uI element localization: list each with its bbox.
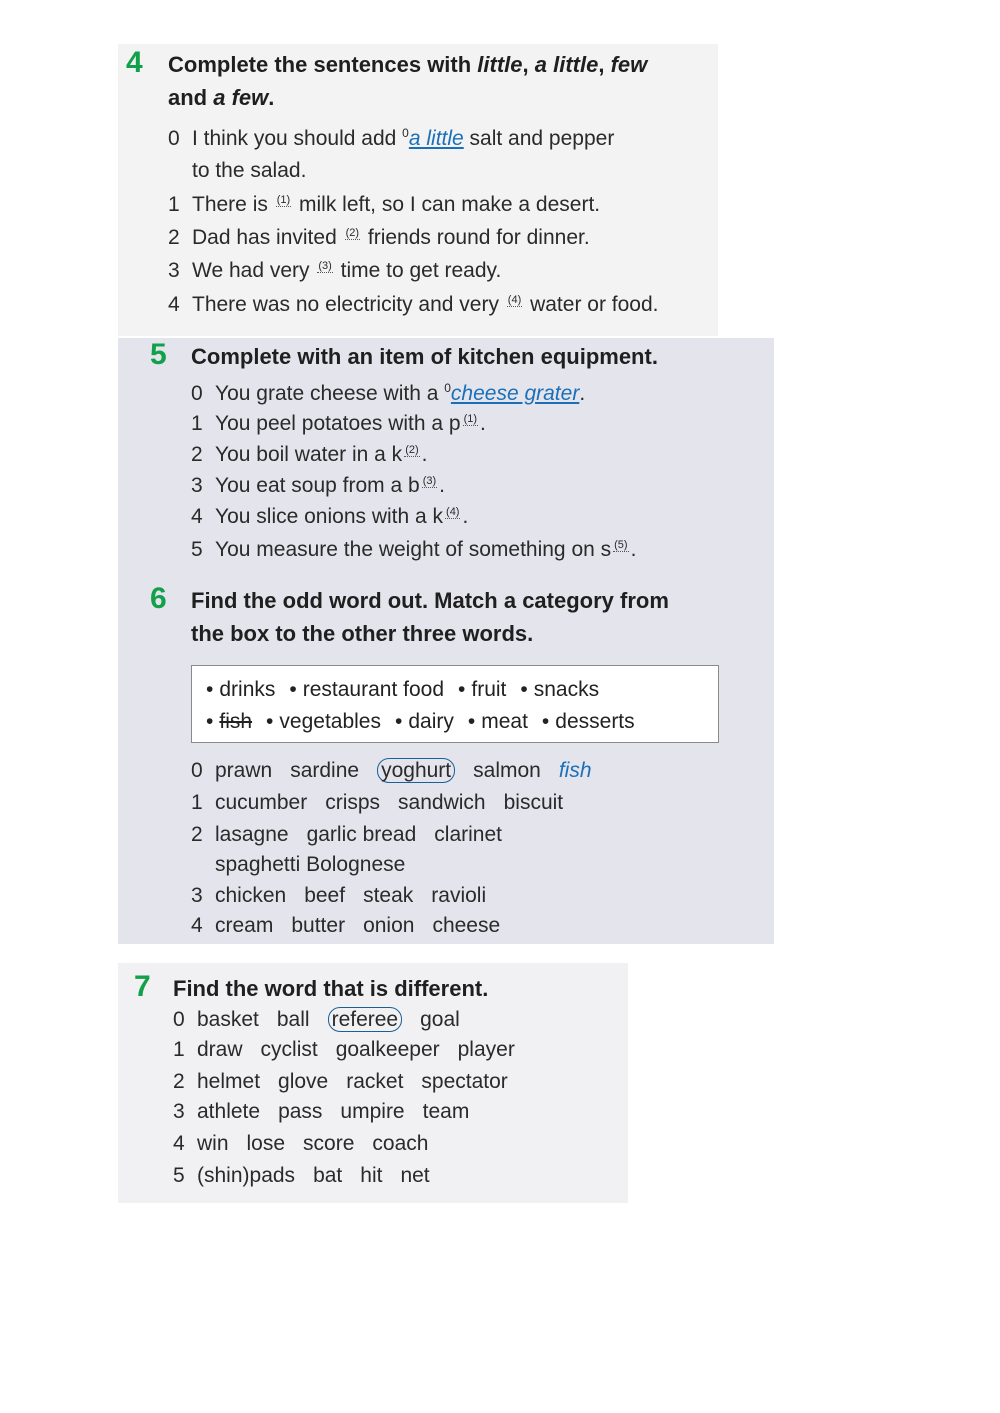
answer-gap[interactable]: (5) xyxy=(614,539,628,551)
answer-example: fish xyxy=(558,759,592,782)
exercise-7-item-1: 1 draw cyclist goalkeeper player xyxy=(173,1038,515,1061)
exercise-6-item-2: 2 lasagne garlic bread clarinet xyxy=(191,823,502,846)
exercise-5-item-0: 0 You grate cheese with a $^0$cheese grater. xyxy=(191,381,586,405)
answer-gap[interactable]: (3) xyxy=(318,260,332,272)
exercise-6-item-0: 0 prawn sardine yoghurt salmon fish xyxy=(191,759,592,782)
exercise-7-item-5: 5 (shin)pads bat hit net xyxy=(173,1164,430,1187)
exercise-4-item-0-continued: to the salad. xyxy=(192,159,307,182)
exercise-5-number: 5 xyxy=(150,338,167,371)
exercise-4-item-0: 0 I think you should add $^0$a little salt and pepper xyxy=(168,126,615,150)
answer-gap[interactable]: (2) xyxy=(405,444,419,456)
answer-gap[interactable]: (3) xyxy=(422,475,437,487)
exercise-5-heading: Complete with an item of kitchen equipment. xyxy=(191,344,658,369)
category-word-box xyxy=(191,665,719,743)
exercise-5-item-4: 4 You slice onions with a k (4) . xyxy=(191,505,469,528)
exercise-6-item-1: 1 cucumber crisps sandwich biscuit xyxy=(191,791,564,814)
exercise-4-item-1: 1 There is (1) milk left, so I can make a desert. xyxy=(168,193,601,216)
answer-gap[interactable]: (2) xyxy=(345,227,360,239)
exercise-6-item-2-continued: spaghetti Bolognese xyxy=(215,853,406,876)
circled-word: referee xyxy=(328,1007,403,1032)
exercise-6-number: 6 xyxy=(150,582,167,615)
exercise-4-item-4: 4 There was no electricity and very (4) water or food. xyxy=(168,293,659,316)
exercise-7-item-0: 0 basket ball referee goal xyxy=(173,1008,460,1031)
exercise-7-heading: Find the word that is different. xyxy=(173,976,489,1001)
used-category: fish xyxy=(219,710,253,733)
exercise-7-item-3: 3 athlete pass umpire team xyxy=(173,1100,470,1123)
exercise-7-number: 7 xyxy=(134,970,151,1003)
word-box-row-2: • fish • vegetables • dairy • meat • desserts xyxy=(206,710,635,733)
exercise-7-item-2: 2 helmet glove racket spectator xyxy=(173,1070,508,1093)
answer-example: cheese grater xyxy=(450,382,580,405)
answer-gap[interactable]: (4) xyxy=(507,294,522,306)
exercise-7-item-4: 4 win lose score coach xyxy=(173,1132,429,1155)
answer-example: a little xyxy=(408,127,464,150)
exercise-5-item-5: 5 You measure the weight of something on s (5) . xyxy=(191,538,637,561)
circled-word: yoghurt xyxy=(377,758,455,783)
exercise-4-number: 4 xyxy=(126,46,143,79)
exercise-4-item-3: 3 We had very (3) time to get ready. xyxy=(168,259,502,282)
answer-gap[interactable]: (1) xyxy=(463,413,478,425)
word-box-row-1: • drinks • restaurant food • fruit • snacks xyxy=(206,678,600,701)
exercise-5-item-3: 3 You eat soup from a b (3) . xyxy=(191,474,445,497)
answer-gap[interactable]: (4) xyxy=(446,506,460,518)
exercise-5-item-1: 1 You peel potatoes with a p (1) . xyxy=(191,412,486,435)
exercise-4-item-2: 2 Dad has invited (2) friends round for dinner. xyxy=(168,226,590,249)
exercise-6-item-4: 4 cream butter onion cheese xyxy=(191,914,501,937)
answer-gap[interactable]: (1) xyxy=(276,194,291,206)
exercise-6-item-3: 3 chicken beef steak ravioli xyxy=(191,884,487,907)
exercise-6-heading: Find the odd word out. Match a category from the box to the other three words. xyxy=(191,588,669,646)
exercise-4-heading: Complete the sentences with little, a little, few and a few. xyxy=(168,52,648,110)
exercise-5-item-2: 2 You boil water in a k (2) . xyxy=(191,443,428,466)
